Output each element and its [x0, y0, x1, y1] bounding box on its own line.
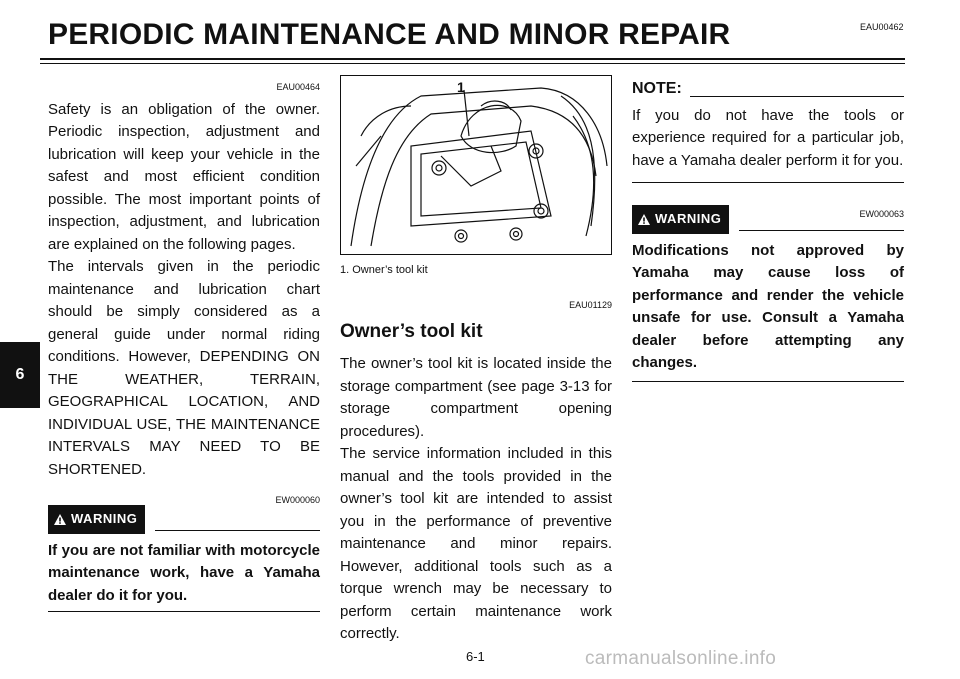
- section-code: EAU00464: [276, 82, 320, 92]
- warning-code: EW000063: [859, 209, 904, 219]
- header-rule: [40, 58, 905, 60]
- warning-badge: [48, 505, 145, 534]
- warning-text: If you are not familiar with motorcycle maintenance work, have a Yamaha dealer do it for you.: [48, 541, 320, 604]
- right-column: [632, 78, 904, 382]
- header-rule-thin: [40, 63, 905, 64]
- safety-paragraph: Safety is an obligation of the owner. Periodic inspection, adjustment and lubrication will keep your vehicle in the safest and most efficient condition possible. The most important points of inspection, adjustment, and lubrication are explained on the following pages.: [48, 100, 320, 253]
- warning-rule: [632, 381, 904, 382]
- figure-callout: 1: [457, 79, 465, 95]
- warning-text: Modifications not approved by Yamaha may cause loss of performance and render the vehicle unsafe for use. Consult a Yamaha dealer before attempting any changes.: [632, 241, 904, 371]
- warning-badge: [632, 205, 729, 234]
- warning-header: [48, 495, 320, 534]
- chapter-tab: 6: [0, 342, 40, 408]
- intervals-paragraph: The intervals given in the periodic maintenance and lubrication chart should be simply considered as a general guide under normal riding conditions. However, DEPENDING ON THE WEATHER, TERRAIN, GEOGRAPHICAL LOCATION, AND INDIVIDUAL USE, THE MAINTENANCE INTERVALS MAY NEED TO BE SHORTENED.: [48, 258, 320, 478]
- warning-label: WARNING: [655, 211, 722, 226]
- page-number: 6-1: [466, 649, 485, 664]
- middle-column: [340, 262, 612, 646]
- left-column: [48, 76, 320, 612]
- page-title: PERIODIC MAINTENANCE AND MINOR REPAIR: [48, 18, 731, 51]
- warning-triangle-icon: [638, 214, 650, 225]
- figure-caption: 1. Owner’s tool kit: [340, 264, 428, 276]
- warning-label: WARNING: [71, 511, 138, 526]
- watermark: carmanualsonline.info: [585, 648, 777, 669]
- note-text: If you do not have the tools or experience required for a particular job, have a Yamaha dealer perform it for you.: [632, 106, 904, 169]
- note-header: [632, 78, 904, 101]
- warning-triangle-icon: [54, 514, 66, 525]
- tool-kit-illustration: [341, 76, 611, 254]
- tool-kit-location-paragraph: The owner’s tool kit is located inside the storage compartment (see page 3-13 for storage compartment opening procedures).: [340, 355, 612, 440]
- warning-code: EW000060: [275, 495, 320, 505]
- section-code: EAU00462: [860, 22, 904, 32]
- warning-rule: [48, 611, 320, 612]
- note-label: NOTE:: [632, 80, 682, 97]
- section-heading: Owner’s tool kit: [340, 320, 483, 342]
- service-info-paragraph: The service information included in this manual and the tools provided in the owner’s tool kit are intended to assist you in the performance of preventive maintenance and minor repairs. However, additional tools such as a torque wrench may be necessary to perform certain maintenance work correctly.: [340, 445, 612, 642]
- tool-kit-figure: [340, 75, 612, 255]
- note-rule: [632, 182, 904, 183]
- section-code: EAU01129: [569, 300, 612, 310]
- warning-header: [632, 205, 904, 234]
